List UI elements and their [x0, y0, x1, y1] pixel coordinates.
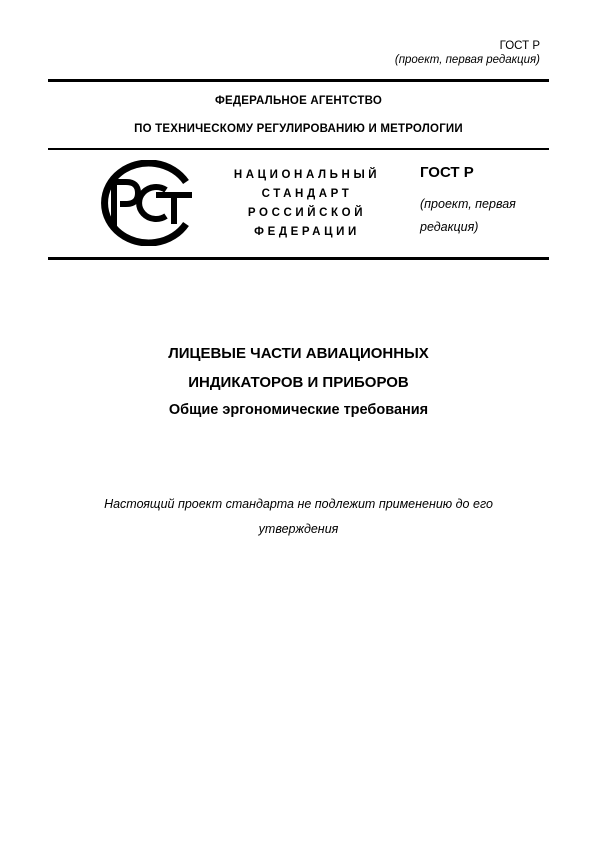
header-standard-code: ГОСТ Р	[499, 40, 540, 52]
national-standard-line4: ФЕДЕРАЦИИ	[254, 226, 360, 238]
designation-note-line2: редакция)	[420, 220, 479, 234]
bottom-rule	[48, 257, 549, 260]
designation-code: ГОСТ Р	[420, 164, 474, 181]
agency-name-line2: ПО ТЕХНИЧЕСКОМУ РЕГУЛИРОВАНИЮ И МЕТРОЛОГИИ	[134, 123, 463, 135]
national-standard-line1: НАЦИОНАЛЬНЫЙ	[233, 169, 381, 181]
designation-note-line1: (проект, первая	[420, 197, 516, 211]
document-title-line2: ИНДИКАТОРОВ И ПРИБОРОВ	[188, 374, 409, 391]
pct-certification-mark-icon	[90, 160, 200, 246]
middle-rule	[48, 148, 549, 150]
draft-notice-line1: Настоящий проект стандарта не подлежит применению до его	[104, 497, 493, 511]
top-rule	[48, 79, 549, 82]
document-subtitle: Общие эргономические требования	[168, 402, 429, 418]
draft-notice-line2: утверждения	[258, 522, 339, 536]
national-standard-line2: СТАНДАРТ	[261, 188, 353, 200]
national-standard-line3: РОССИЙСКОЙ	[247, 207, 367, 219]
header-draft-note: (проект, первая редакция)	[394, 54, 540, 66]
agency-name-line1: ФЕДЕРАЛЬНОЕ АГЕНТСТВО	[215, 95, 382, 107]
document-title-line1: ЛИЦЕВЫЕ ЧАСТИ АВИАЦИОННЫХ	[168, 345, 429, 362]
